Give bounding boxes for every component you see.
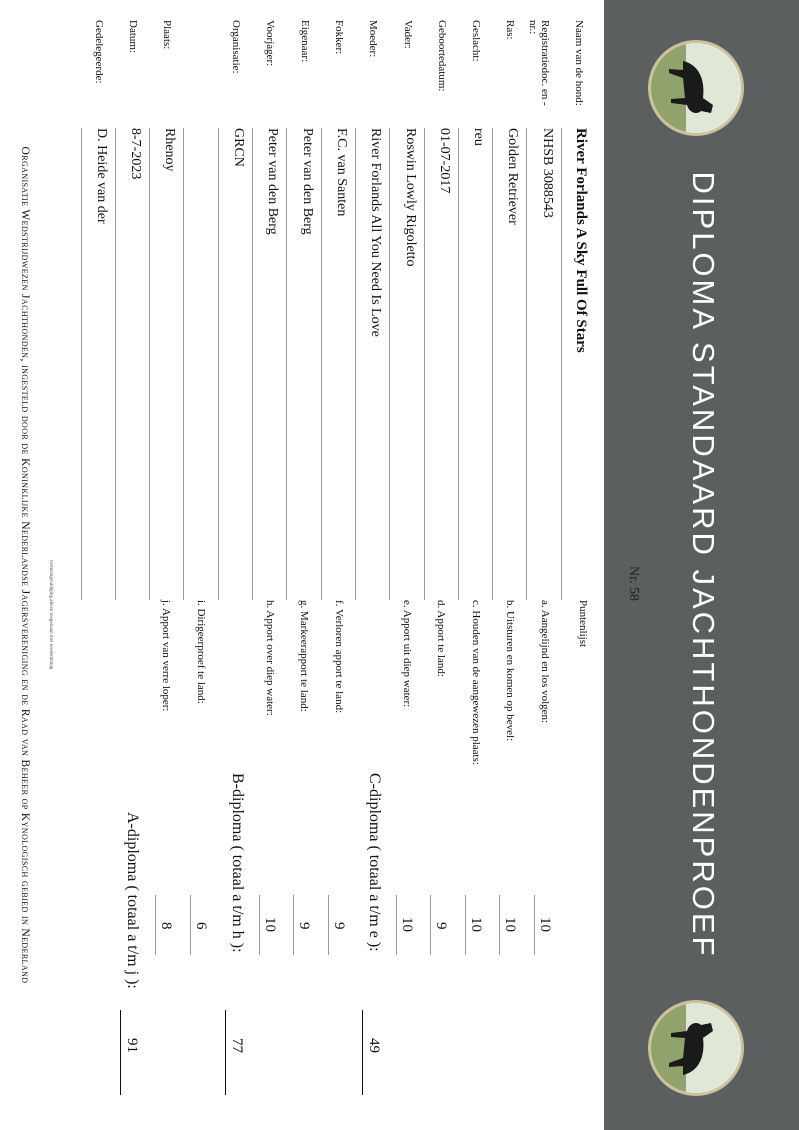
- points-value: 10: [399, 917, 415, 932]
- points-value: 10: [262, 917, 278, 932]
- diploma-title: DIPLOMA STANDAARD JACHTHONDENPROEF: [686, 171, 721, 959]
- points-heading: Puntenlijst: [577, 600, 589, 648]
- field-row: [280, 20, 314, 600]
- field-value: Roswin Lowly Rigoletto: [402, 128, 418, 267]
- points-value: 10: [502, 917, 518, 932]
- points-row: [417, 600, 451, 930]
- field-label: Vader:: [401, 20, 414, 49]
- field-label: Voorjager:: [264, 20, 277, 67]
- field-value: River Forlands A Sky Full Of Stars: [573, 128, 589, 353]
- header-band: [604, 0, 799, 1130]
- field-label: Organisatie:: [230, 20, 243, 74]
- points-label: f. Verloren apport te land:: [333, 600, 345, 714]
- points-row: [246, 600, 280, 930]
- b-diploma-total: 77: [229, 1038, 245, 1053]
- b-diploma-label: B-diploma ( totaal a t/m h ):: [229, 773, 246, 953]
- field-label: Eigenaar:: [298, 20, 311, 63]
- points-label: a. Aangelijnd en los volgen:: [539, 600, 551, 724]
- points-value: 9: [296, 922, 312, 930]
- field-row: [555, 20, 589, 600]
- field-row: [452, 20, 486, 600]
- field-label: Naam van de hond:: [573, 20, 585, 106]
- field-value: reu: [471, 128, 487, 146]
- points-row: [280, 600, 314, 930]
- points-label: j. Apport van verre loper:: [160, 600, 172, 712]
- field-row: [143, 20, 177, 600]
- diploma-number: Nr. 58: [626, 566, 641, 601]
- points-label: b. Uitsturen en komen op bevel:: [504, 600, 516, 742]
- a-diploma-label: A-diploma ( totaal a t/m j ):: [124, 812, 141, 989]
- points-row: [521, 600, 555, 930]
- points-label: e. Apport uit diep water:: [401, 600, 413, 708]
- field-value: Golden Retriever: [505, 128, 521, 225]
- field-label: Registratiedoc. en -nr.:: [526, 20, 551, 106]
- field-label: Ras:: [504, 20, 517, 40]
- fineprint: vermenigvuldiging alleen toegestaan met toestemming: [48, 560, 53, 670]
- field-value: River Forlands All You Need Is Love: [368, 128, 384, 337]
- points-row: [142, 600, 176, 930]
- points-label: d. Apport te land:: [435, 600, 447, 677]
- points-row: [452, 600, 486, 930]
- field-label: Fokker:: [332, 20, 345, 55]
- field-row: [315, 20, 349, 600]
- c-diploma-total: 49: [366, 1038, 382, 1053]
- field-row: [212, 20, 246, 600]
- field-label: Gedelegeerde:: [92, 20, 105, 84]
- field-value: GRCN: [231, 128, 247, 167]
- field-value: 8-7-2023: [128, 128, 144, 180]
- field-row-blank: [177, 20, 211, 600]
- field-value: F.C. van Santen: [333, 128, 349, 217]
- points-label: c. Houden van de aangewezen plaats:: [470, 600, 482, 765]
- field-label: Geslacht:: [470, 20, 483, 62]
- points-row: [486, 600, 520, 930]
- field-value: Peter van den Berg: [299, 128, 315, 235]
- field-label: Datum:: [127, 20, 140, 53]
- c-diploma-label: C-diploma ( totaal a t/m e ):: [366, 773, 383, 952]
- points-value: 8: [158, 922, 174, 930]
- field-row: [486, 20, 520, 600]
- points-label: g. Markeerapport te land:: [298, 600, 310, 712]
- points-row: [315, 600, 349, 930]
- field-label: Plaats:: [161, 20, 174, 50]
- field-value: Peter van den Berg: [265, 128, 281, 235]
- field-row: [246, 20, 280, 600]
- field-value: 01-07-2017: [436, 128, 452, 194]
- field-value: D. Heide van der: [93, 128, 109, 224]
- field-row: [109, 20, 143, 600]
- dog-details: [75, 20, 589, 600]
- field-row: [383, 20, 417, 600]
- points-value: 10: [468, 917, 484, 932]
- points-value: 6: [193, 922, 209, 930]
- field-row: [520, 20, 554, 600]
- points-value: 9: [433, 922, 449, 930]
- field-value: Rhenoy: [162, 128, 178, 172]
- a-diploma-total: 91: [124, 1038, 140, 1053]
- footer-organisation: Organisatie Wedstrijdwezen Jachthonden, ingesteld door de Koninklijke Nederlandse Jagersvereniging en de Raad van Beheer op Kynologisch gebied in Nederland: [19, 146, 31, 984]
- points-row: [177, 600, 211, 930]
- points-row: [383, 600, 417, 930]
- points-value: 9: [331, 922, 347, 930]
- field-row: [349, 20, 383, 600]
- points-value: 10: [537, 917, 553, 932]
- points-label: h. Apport over diep water:: [264, 600, 276, 716]
- field-row: [418, 20, 452, 600]
- points-label: i. Dirigeerproef te land:: [195, 600, 207, 704]
- field-value: NHSB 3088543: [539, 128, 555, 218]
- field-row: [75, 20, 109, 600]
- field-label: Geboortedatum:: [435, 20, 448, 92]
- field-label: Moeder:: [367, 20, 380, 58]
